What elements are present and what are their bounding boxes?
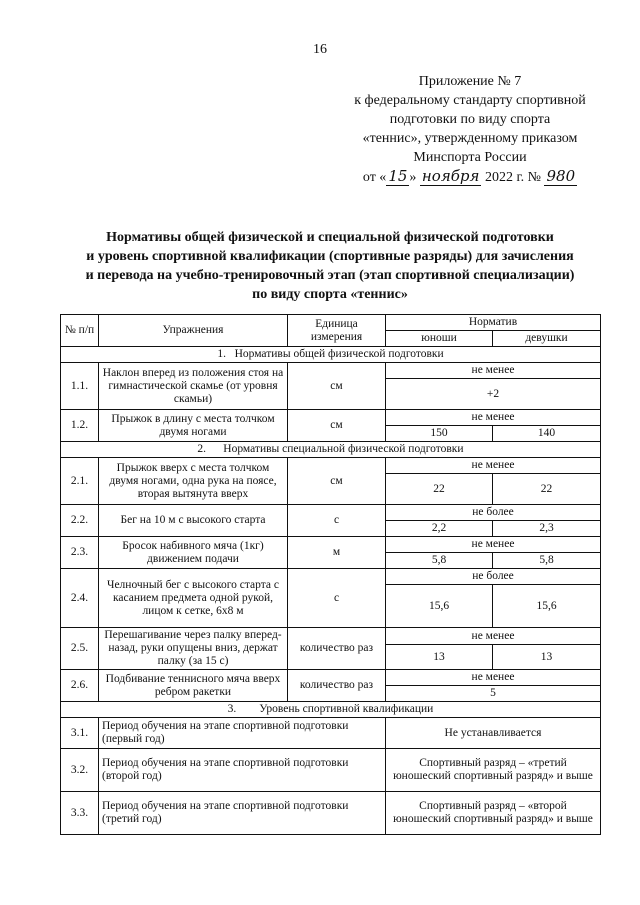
appendix-line: Минспорта России xyxy=(413,150,527,165)
table-row: 2.3. Бросок набивного мяча (1кг) движением подачи м не менее xyxy=(61,537,601,553)
appendix-line: подготовки по виду спорта xyxy=(389,112,551,127)
table-row: 13 13 xyxy=(61,645,601,670)
page-number: 16 xyxy=(313,42,327,57)
appendix-block xyxy=(330,72,610,187)
table-row: 5 xyxy=(61,686,601,702)
section-row xyxy=(61,347,601,363)
table-row: 2,2 2,3 xyxy=(61,521,601,537)
order-day: 15 xyxy=(388,167,408,185)
header-num: № п/п xyxy=(61,315,99,347)
table-row: 3.2. Период обучения на этапе спортивной подготовки (второй год) Спортивный разряд – «третий юношеский спортивный разряд» и выше xyxy=(61,749,601,792)
table-row: 2.2. Бег на 10 м с высокого старта с не более xyxy=(61,505,601,521)
header-norm: Норматив xyxy=(386,315,601,331)
table-row: 15,6 15,6 xyxy=(61,585,601,628)
norms-table xyxy=(60,314,600,835)
order-month: ноября xyxy=(421,167,480,185)
table-row: 5,8 5,8 xyxy=(61,553,601,569)
appendix-line: «теннис», утвержденному приказом xyxy=(362,131,578,146)
table-row: 1.2. Прыжок в длину с места толчком двумя ногами см не менее xyxy=(61,410,601,426)
table-row: 3.1. Период обучения на этапе спортивной подготовки (первый год) Не устанавливается xyxy=(61,718,601,749)
order-date-line: от « 15 » ноября 2022 г. № 980 xyxy=(362,167,576,185)
table-row: 2.4. Челночный бег с высокого старта с касанием предмета одной рукой, лицом к сетке, 6х8 м с не более xyxy=(61,569,601,585)
section-title: 1. Нормативы общей физической подготовки xyxy=(61,347,601,363)
table-row: 2.6. Подбивание теннисного мяча вверх ребром ракетки количество раз не менее xyxy=(61,670,601,686)
table-header-row xyxy=(61,315,601,331)
table-row: 3.3. Период обучения на этапе спортивной подготовки (третий год) Спортивный разряд – «второй юношеский спортивный разряд» и выше xyxy=(61,792,601,835)
document-title: Нормативы общей физической и специальной физической подготовки и уровень спортивной квалификации (спортивные разряды) для зачисления и перевода на учебно-тренировочный этап (этап спортивной специализации) по виду спорта «теннис» xyxy=(85,230,575,302)
header-exercise: Упражнения xyxy=(99,315,288,347)
appendix-title: Приложение № 7 xyxy=(418,74,522,89)
section-title: 2. Нормативы специальной физической подготовки xyxy=(61,442,601,458)
table-row: 2.5. Перешагивание через палку вперед-назад, руки опущены вниз, держат палку (за 15 с) количество раз не менее xyxy=(61,628,601,645)
table-row: 22 22 xyxy=(61,474,601,505)
table-row: 1.1. Наклон вперед из положения стоя на гимнастической скамье (от уровня скамьи) см не менее xyxy=(61,363,601,379)
section-row xyxy=(61,442,601,458)
table-row: +2 xyxy=(61,379,601,410)
header-girls: девушки xyxy=(493,331,601,347)
order-number: 980 xyxy=(546,167,576,185)
section-row xyxy=(61,702,601,718)
header-boys: юноши xyxy=(386,331,493,347)
header-unit: Единица измерения xyxy=(288,315,386,347)
appendix-line: к федеральному стандарту спортивной xyxy=(354,93,586,108)
table-row: 150 140 xyxy=(61,426,601,442)
table-row: 2.1. Прыжок вверх с места толчком двумя ногами, одна рука на поясе, вторая вытянута вверх см не менее xyxy=(61,458,601,474)
section-title: 3. Уровень спортивной квалификации xyxy=(61,702,601,718)
